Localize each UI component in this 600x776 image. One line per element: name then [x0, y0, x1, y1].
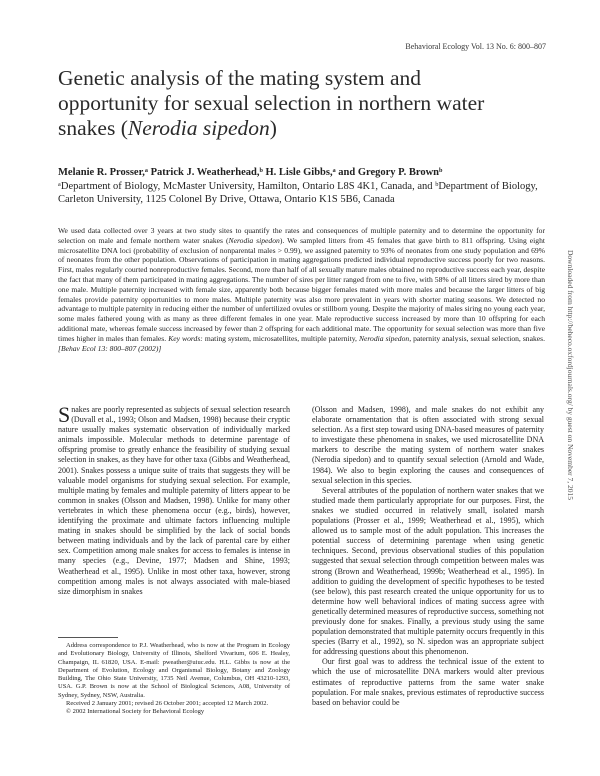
keywords-text: mating system, microsatellites, multiple paternity, [202, 333, 359, 343]
body-paragraph: Our first goal was to address the technical issue of the extent to which the use of microsatellite DNA markers would alter previous estimates of reproductive patterns from the same water snake population. For male snakes, previous estimates of reproductive success based on behavior could be [312, 657, 544, 707]
footnote-dates: Received 2 January 2001; revised 26 October 2001; accepted 12 March 2002. [66, 700, 269, 708]
paragraph-text: nakes are poorly represented as subjects of sexual selection research (Duvall et al., 1993; Olson and Madsen, 1998) because their cryptic nature usually makes systematic observation of individually marked animals impossible. Molecular methods to determine parentage of offspring promise to greatly enhance the feasibility of studying sexual selection in snakes, as they have for other taxa (Gibbs and Weatherhead, 2001). Snakes possess a unique suite of traits that suggests they will be valuable model organisms for studying sexual selection. For example, multiple mating by females and multiple paternity of litters appear to be common in snakes (Olsson and Madsen, 1998). Unlike for many other vertebrates in which these phenomena occur (e.g., birds), however, identifying the proximate and ultimate factors influencing multiple mating in snakes should be simplified by the lack of social bonds between mating individuals and by the lack of parental care by either sex. Competition among male snakes for access to females is intense in many species (e.g., Devine, 1977; Madsen and Shine, 1993; Weatherhead et al., 1995). Unlike in most other taxa, however, strong competition among males is not always associated with male-biased size dimorphism in snakes [58, 405, 290, 596]
author-list: Melanie R. Prosser,ᵃ Patrick J. Weatherhead,ᵇ H. Lisle Gibbs,ᵃ and Gregory P. Brownᵇ [58, 167, 443, 178]
footnote-divider [58, 637, 118, 638]
footnote-address: Address correspondence to P.J. Weatherhead, who is now at the Program in Ecology and Evolutionary Biology, University of Illinois, Shelford Vivarium, 606 E. Healey, Champaign, IL 61820, USA. E-mail: pweather@uiuc.edu. H.L. Gibbs is now at the Department of Evolution, Ecology and Organismal Biology, Botany and Zoology Building, The Ohio State University, 1735 Neil Avenue, Columbus, OH 43210-1293, USA. G.P. Brown is now at the School of Biological Sciences, A08, University of Sydney, Sydney, NSW, Australia. [58, 642, 290, 699]
body-column-left [58, 402, 290, 597]
body-paragraph: Several attributes of the population of northern water snakes that we studied made them particularly appropriate for our purposes. First, the snakes we studied occurred in relatively small, isolated marsh populations (Prosser et al., 1999; Weatherhead et al., 1995), which allowed us to sample most of the adult population. This increases the potential success of determining parentage when using genetic techniques. Second, previous observational studies of this population suggested that sexual selection through competition between males was strong (Brown and Weatherhead, 1999b; Weatherhead et al., 1995). In addition to guiding the development of specific hypotheses to be tested (see below), this past research created the unique opportunity for us to determine how well behavioral indices of mating success agree with genetically determined measures of reproductive success, something not previously done for snakes. Finally, a previous study using the same population demonstrated that multiple paternity occurs frequently in this species (Barry et al., 1992), so N. sipedon was an appropriate subject for addressing questions about this phenomenon. [312, 485, 544, 657]
body-paragraph: (Olsson and Madsen, 1998), and male snakes do not exhibit any elaborate ornamentation that is often associated with strong sexual selection. As a first step toward using DNA-based measures of paternity to investigate these phenomena in snakes, we used microsatellite DNA markers to describe the mating system of northern water snakes (Nerodia sipedon) and to quantify sexual selection (Arnold and Wade, 1984). We also to begin exploring the causes and consequences of sexual selection in this species. [312, 405, 544, 485]
drop-cap: S [58, 402, 71, 427]
title-close: ) [269, 116, 277, 140]
abstract-part1: We used data collected over 3 years at two study sites to quantify the rates and consequences of multiple paternity and to determine the opportunity for selection on male and female northern water snakes ( [58, 226, 545, 245]
abstract-part2: ). We sampled litters from 45 females that gave birth to 811 offspring. Using eight microsatellite DNA loci (probability of exclusion of nonparental males > 0.99), we assigned paternity to 93% of neonates from one study population and 69% of neonates from the other population. Observations of participation in mating aggregations predicted individual reproductive success poorly for two reasons. First, males regularly courted nonreproductive females. Second, more than half of all sexually mature males obtained no reproductive success each year, despite the fact that many of them participated in mating aggregations. The number of sires per litter ranged from one to five, with 58% of all litters sired by more than one male. Multiple paternity increased with female size, apparently both because bigger females mated with more males and because the larger litters of big females provide paternity opportunities to more males. Multiple paternity was also more prevalent in years with shorter mating seasons. We detected no advantage to multiple paternity in reducing either the number of unfertilized ovules or stillborn young. Despite the majority of males siring no young each year, some males fathered young with as many as three different females in one year. Male reproductive success increased by more than 10 offspring for each additional mate, whereas female success increased by fewer than 2 offspring for each additional mate. The opportunity for sexual selection was more than five times higher in males than females. [58, 235, 545, 343]
title-species: Nerodia sipedon [127, 116, 270, 140]
keywords-text-2: , paternity analysis, sexual selection, snakes. [409, 333, 545, 343]
keywords-label: Key words: [168, 333, 203, 343]
article-title [58, 66, 518, 141]
citation: [Behav Ecol 13: 800–807 (2002)] [58, 343, 162, 353]
affiliations: ᵃDepartment of Biology, McMaster University, Hamilton, Ontario L8S 4K1, Canada, and ᵇDepartment of Biology, Carleton University, 1125 Colonel By Drive, Ottawa, Ontario K1S 5B6, Canada [58, 181, 538, 205]
body-column-right [312, 405, 544, 775]
abstract [58, 226, 545, 353]
body-paragraph [58, 402, 290, 597]
keywords-species: Nerodia sipedon [358, 333, 410, 343]
title-text: Genetic analysis of the mating system and opportunity for sexual selection in northern water snakes ( [58, 66, 485, 140]
footnote-copyright: © 2002 International Society for Behavioral Ecology [66, 708, 205, 716]
abstract-species: Nerodia sipedon [228, 235, 280, 245]
download-watermark[interactable]: Downloaded from http://beheco.oxfordjournals.org/ by guest on November 7, 2015 [566, 250, 575, 501]
footnote [58, 642, 290, 717]
journal-header: Behavioral Ecology Vol. 13 No. 6: 800–807 [405, 42, 546, 51]
